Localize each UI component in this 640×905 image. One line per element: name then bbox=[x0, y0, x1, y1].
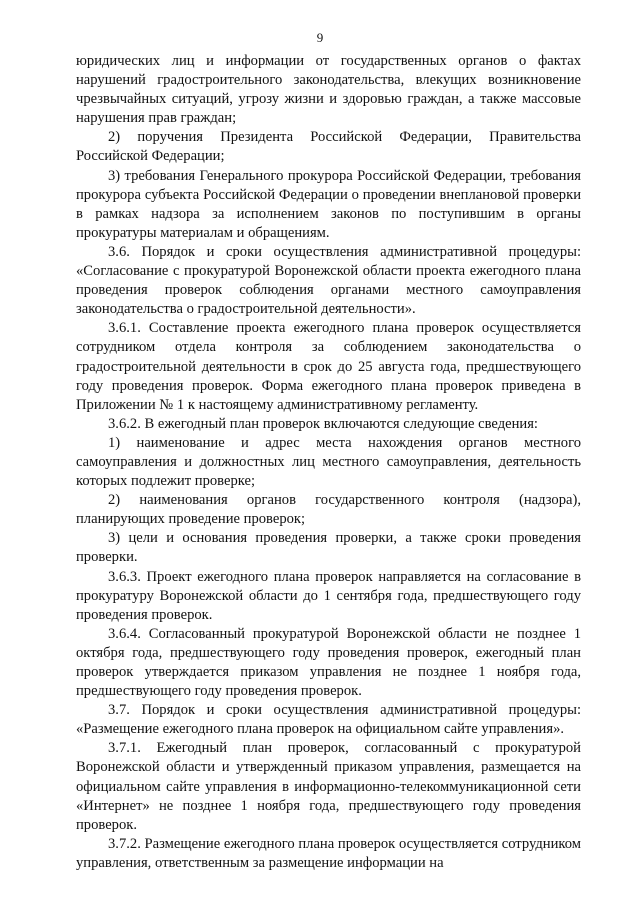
document-body bbox=[76, 52, 581, 873]
paragraph-section-3-6-1: 3.6.1. Составление проекта ежегодного плана проверок осуществляется сотрудником отдела контроля за соблюдением законодательства о градостроительной деятельности в срок до 25 августа года, предшествующего году проведения проверок. Форма ежегодного плана проверок приведена в Приложении № 1 к настоящему административному регламенту. bbox=[76, 320, 581, 413]
paragraph-section-3-6: 3.6. Порядок и сроки осуществления административной процедуры: «Согласование с прокуратурой Воронежской области проекта ежегодного плана проведения проверок соблюдения органами местного самоуправления законодательства о градостроительной деятельности». bbox=[76, 243, 581, 318]
paragraph-section-3-7-2: 3.7.2. Размещение ежегодного плана проверок осуществляется сотрудником управления, ответственным за размещение информации на bbox=[76, 835, 581, 871]
paragraph-list-item-3: 3) цели и основания проведения проверки, а также сроки проведения проверки. bbox=[76, 530, 581, 566]
paragraph-section-3-6-3: 3.6.3. Проект ежегодного плана проверок направляется на согласование в прокуратуру Воронежской области до 1 сентября года, предшествующего году проведения проверок. bbox=[76, 568, 581, 623]
paragraph-list-item-2: 2) наименования органов государственного контроля (надзора), планирующих проведение проверок; bbox=[76, 492, 581, 528]
paragraph-section-3-7-1: 3.7.1. Ежегодный план проверок, согласованный с прокуратурой Воронежской области и утвержденный приказом управления, размещается на официальном сайте управления в информационно-телекоммуникационной сети «Интернет» не позднее 1 ноября года, предшествующего году проведения проверок. bbox=[76, 740, 581, 833]
page-number: 9 bbox=[316, 30, 324, 45]
paragraph-section-3-6-4: 3.6.4. Согласованный прокуратурой Воронежской области не позднее 1 октября года, предшествующего году проведения проверок, ежегодный план проверок утверждается приказом управления не позднее 1 ноября года, предшествующего году проведения проверок. bbox=[76, 625, 581, 700]
paragraph-section-3-6-2: 3.6.2. В ежегодный план проверок включаются следующие сведения: bbox=[108, 415, 538, 432]
paragraph-section-3-7: 3.7. Порядок и сроки осуществления административной процедуры: «Размещение ежегодного плана проверок на официальном сайте управления». bbox=[76, 702, 581, 738]
paragraph-item-3: 3) требования Генерального прокурора Российской Федерации, требования прокурора субъекта Российской Федерации о проведении внеплановой проверки в рамках надзора за исполнением законов по поступившим в органы прокуратуры материалам и обращениям. bbox=[76, 167, 581, 241]
paragraph-item-2: 2) поручения Президента Российской Федерации, Правительства Российской Федерации; bbox=[76, 129, 581, 165]
paragraph-list-item-1: 1) наименование и адрес места нахождения органов местного самоуправления и должностных лиц местного самоуправления, деятельность которых подлежит проверке; bbox=[76, 434, 581, 490]
paragraph-continuation: юридических лиц и информации от государственных органов о фактах нарушений градостроительного законодательства, влекущих возникновение чрезвычайных ситуаций, угрозу жизни и здоровью граждан, а также массовые нарушения прав граждан; bbox=[76, 53, 581, 127]
